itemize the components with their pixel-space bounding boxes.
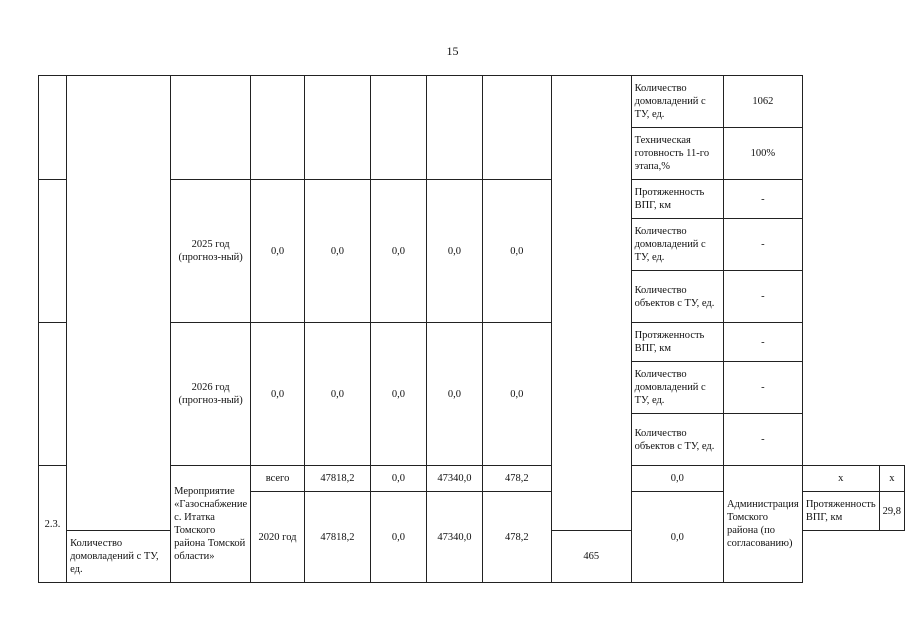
- value-cell: 0,0: [482, 180, 551, 323]
- value-cell: 47340,0: [427, 466, 483, 492]
- period-cell: всего: [251, 466, 305, 492]
- value-cell: 0,0: [482, 323, 551, 466]
- period-cell: [171, 76, 251, 180]
- value-cell: [370, 76, 426, 180]
- indicator-value-cell: 29,8: [879, 492, 904, 531]
- page-number: 15: [446, 44, 459, 58]
- indicator-cell: Техническая готовность 11-го этапа,%: [631, 128, 723, 180]
- value-cell: 0,0: [304, 323, 370, 466]
- title-cell: [67, 76, 171, 531]
- value-cell: 478,2: [482, 466, 551, 492]
- value-cell: 0,0: [370, 323, 426, 466]
- value-cell: 0,0: [251, 180, 305, 323]
- number-cell: [39, 76, 67, 180]
- indicator-value-cell: -: [723, 323, 802, 362]
- value-cell: 0,0: [251, 323, 305, 466]
- program-table: [38, 75, 905, 583]
- value-cell: 0,0: [304, 180, 370, 323]
- indicator-cell: Количество объектов с ТУ, ед.: [631, 414, 723, 466]
- value-cell: [251, 76, 305, 180]
- value-cell: 0,0: [631, 492, 723, 583]
- indicator-value-cell: -: [723, 362, 802, 414]
- value-cell: 0,0: [370, 492, 426, 583]
- indicator-cell: Количество домовладений с ТУ, ед.: [631, 76, 723, 128]
- indicator-cell: Количество домовладений с ТУ, ед.: [67, 531, 171, 583]
- value-cell: 47818,2: [304, 492, 370, 583]
- executor-cell: Администрация Томского района (по согласованию): [723, 466, 802, 583]
- indicator-value-cell: х: [879, 466, 904, 492]
- indicator-value-cell: -: [723, 219, 802, 271]
- value-cell: 0,0: [427, 323, 483, 466]
- indicator-cell: Количество домовладений с ТУ, ед.: [631, 362, 723, 414]
- period-cell: 2025 год (прогноз-ный): [171, 180, 251, 323]
- executor-cell: [551, 76, 631, 531]
- indicator-cell: Количество домовладений с ТУ, ед.: [631, 219, 723, 271]
- value-cell: 0,0: [370, 466, 426, 492]
- indicator-value-cell: -: [723, 180, 802, 219]
- indicator-cell: Протяженность ВПГ, км: [631, 180, 723, 219]
- indicator-cell: Протяженность ВПГ, км: [802, 492, 879, 531]
- value-cell: 0,0: [370, 180, 426, 323]
- indicator-cell: х: [802, 466, 879, 492]
- indicator-value-cell: 465: [551, 531, 631, 583]
- value-cell: [427, 76, 483, 180]
- period-cell: 2020 год: [251, 492, 305, 583]
- title-cell: Мероприятие «Газоснабжение с. Итатка Томского района Томской области»: [171, 466, 251, 583]
- indicator-value-cell: -: [723, 271, 802, 323]
- indicator-value-cell: -: [723, 414, 802, 466]
- number-cell: 2.3.: [39, 466, 67, 583]
- value-cell: [304, 76, 370, 180]
- value-cell: 47340,0: [427, 492, 483, 583]
- table-row: [39, 76, 905, 128]
- number-cell: [39, 323, 67, 466]
- value-cell: 478,2: [482, 492, 551, 583]
- value-cell: [482, 76, 551, 180]
- value-cell: 0,0: [427, 180, 483, 323]
- indicator-cell: Протяженность ВПГ, км: [631, 323, 723, 362]
- indicator-value-cell: 1062: [723, 76, 802, 128]
- number-cell: [39, 180, 67, 323]
- value-cell: 0,0: [631, 466, 723, 492]
- value-cell: 47818,2: [304, 466, 370, 492]
- period-cell: 2026 год (прогноз-ный): [171, 323, 251, 466]
- indicator-value-cell: 100%: [723, 128, 802, 180]
- indicator-cell: Количество объектов с ТУ, ед.: [631, 271, 723, 323]
